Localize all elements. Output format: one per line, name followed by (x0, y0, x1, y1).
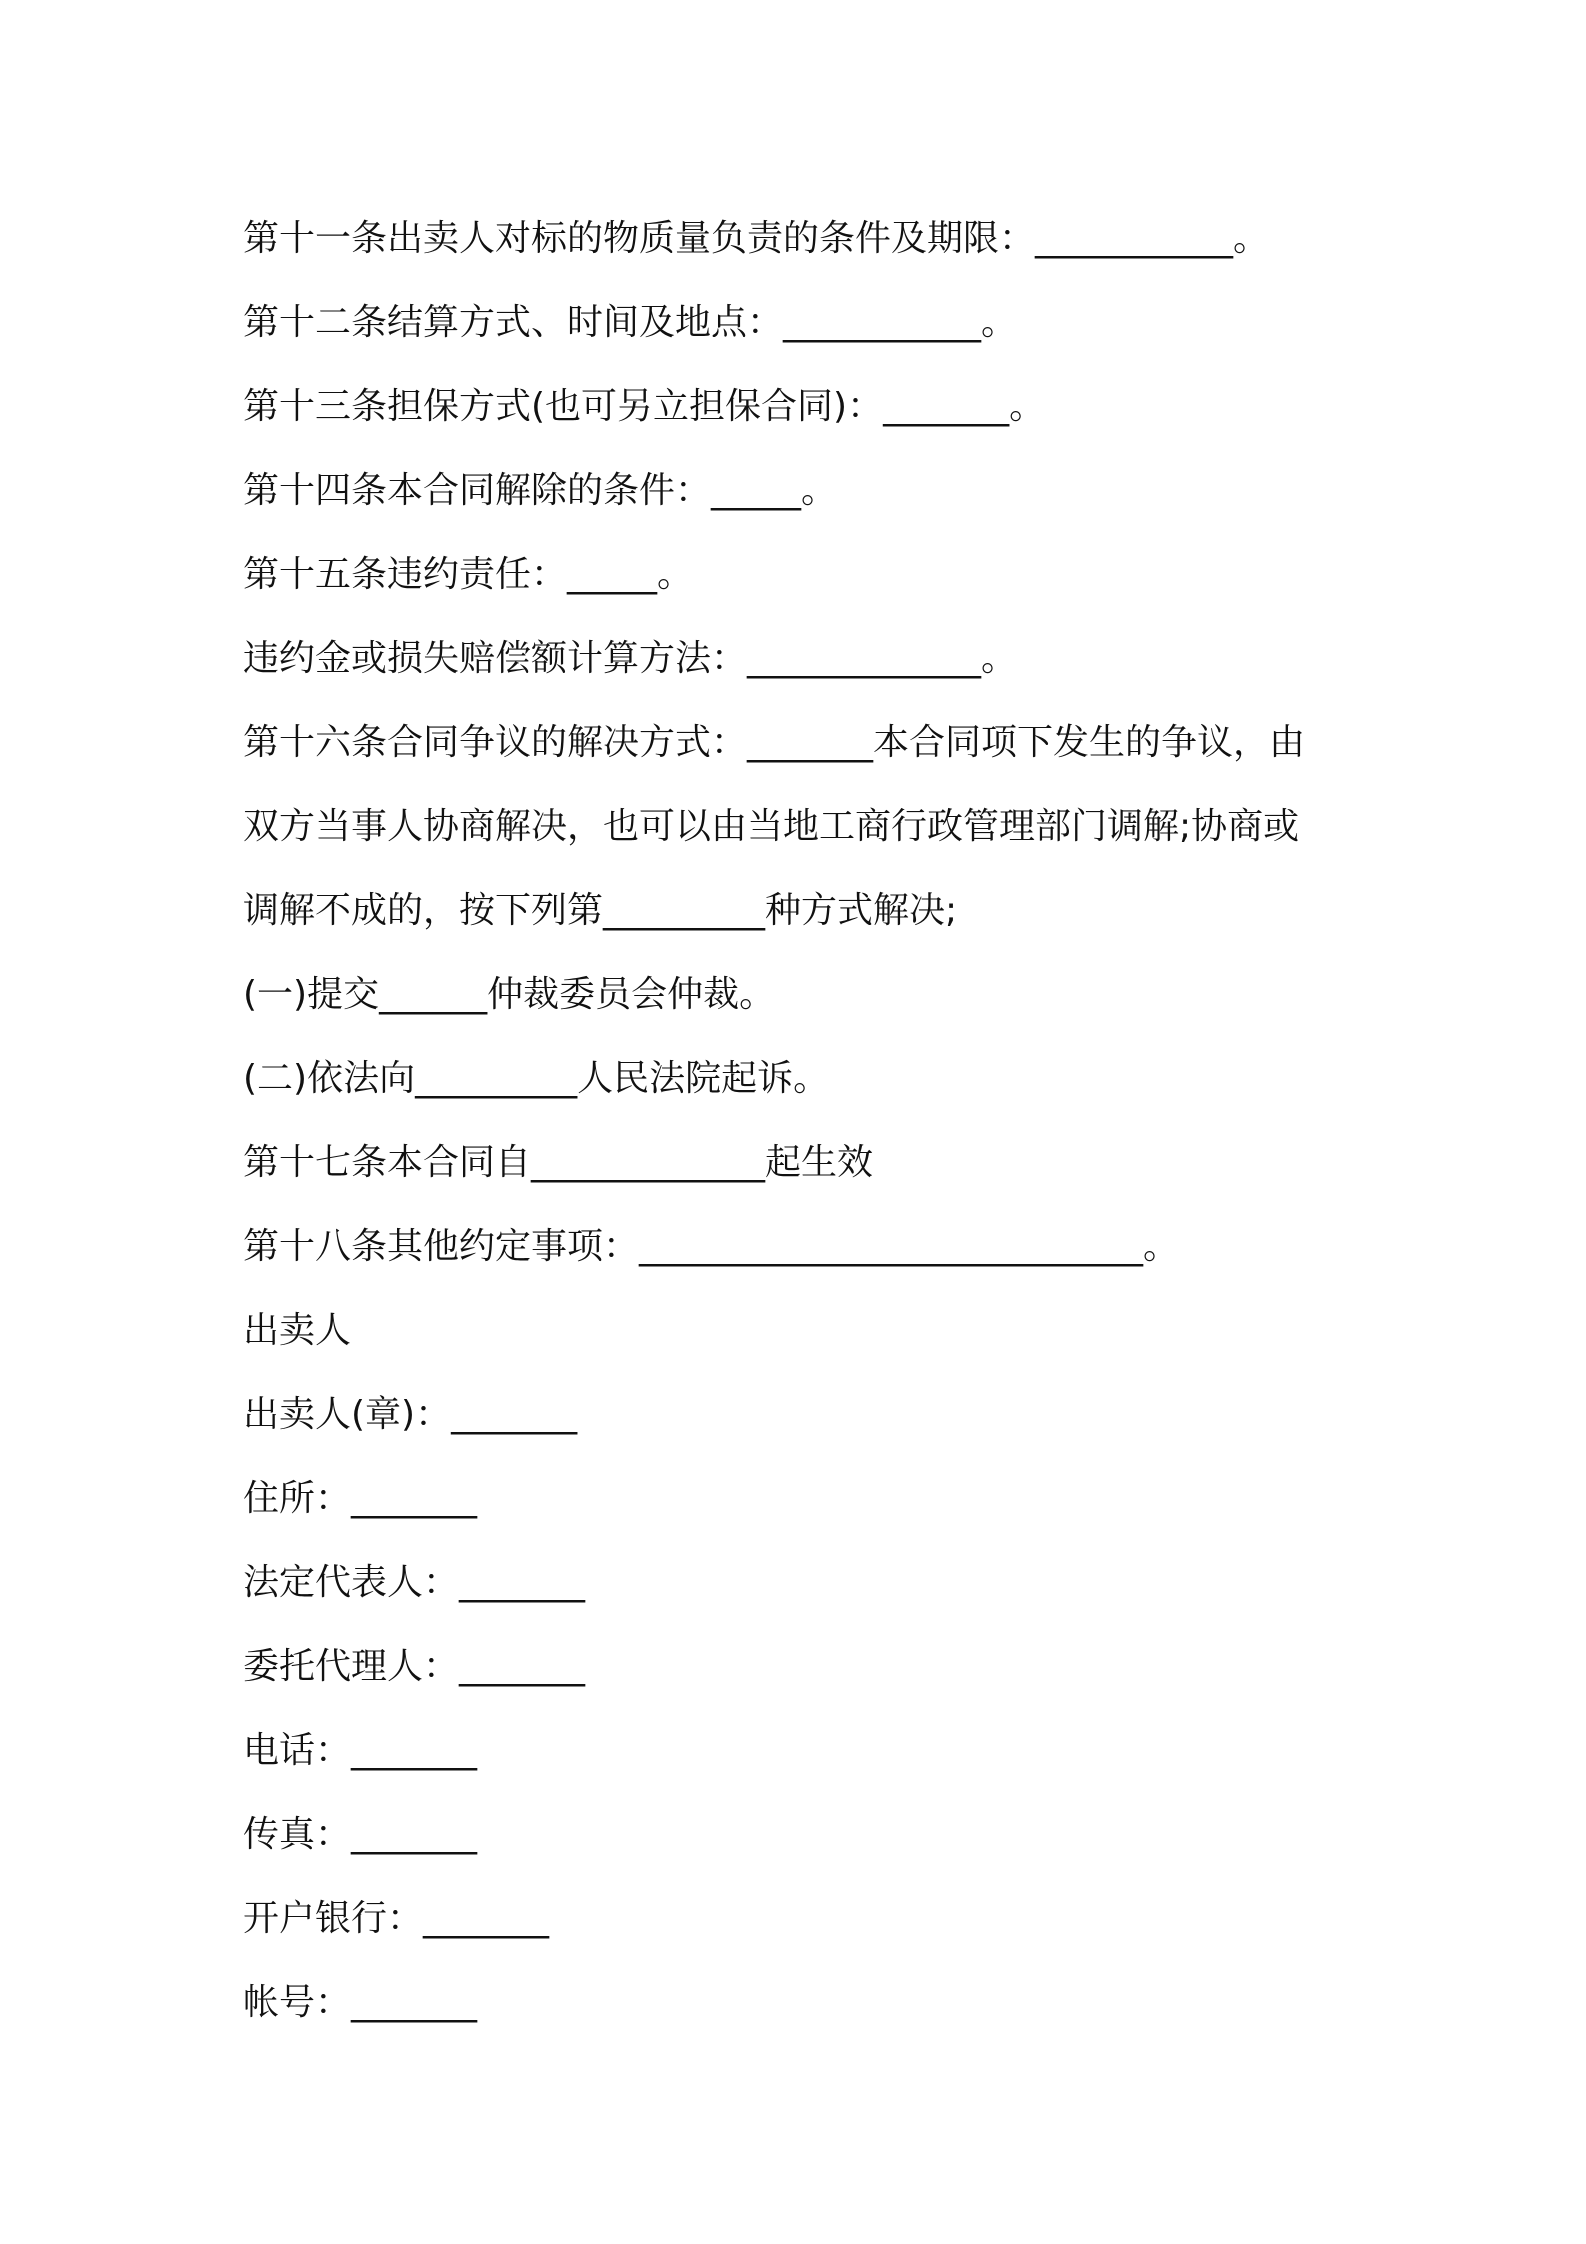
clause-16-dispute-line-3: 调解不成的，按下列第_________种方式解决; (243, 890, 958, 931)
clause-14-termination: 第十四条本合同解除的条件：_____。 (243, 470, 838, 511)
clause-11-quality-liability: 第十一条出卖人对标的物质量负责的条件及期限：___________。 (243, 218, 1270, 259)
clause-16-dispute-line-2: 双方当事人协商解决，也可以由当地工商行政管理部门调解;协商或 (243, 806, 1300, 847)
penalty-calculation: 违约金或损失赔偿额计算方法：_____________。 (243, 638, 1018, 679)
clause-12-settlement: 第十二条结算方式、时间及地点：___________。 (243, 302, 1018, 343)
clause-18-other-matters: 第十八条其他约定事项：____________________________。 (243, 1226, 1180, 1267)
clause-17-effective: 第十七条本合同自_____________起生效 (243, 1142, 874, 1183)
seller-heading: 出卖人 (243, 1310, 352, 1351)
seller-legal-rep-field: 法定代表人：_______ (243, 1562, 586, 1603)
clause-13-guarantee: 第十三条担保方式(也可另立担保合同)：_______。 (243, 386, 1046, 427)
document-body (243, 197, 1373, 2045)
dispute-option-arbitration: (一)提交______仲裁委员会仲裁。 (243, 974, 776, 1015)
dispute-option-litigation: (二)依法向_________人民法院起诉。 (243, 1058, 830, 1099)
seller-fax-field: 传真：_______ (243, 1814, 478, 1855)
seller-agent-field: 委托代理人：_______ (243, 1646, 586, 1687)
seller-bank-field: 开户银行：_______ (243, 1898, 550, 1939)
seller-address-field: 住所：_______ (243, 1478, 478, 1519)
seller-phone-field: 电话：_______ (243, 1730, 478, 1771)
seller-seal-field: 出卖人(章)：_______ (243, 1394, 578, 1435)
seller-account-field: 帐号：_______ (243, 1982, 478, 2023)
clause-15-breach-liability: 第十五条违约责任：_____。 (243, 554, 694, 595)
clause-16-dispute-line-1: 第十六条合同争议的解决方式：_______本合同项下发生的争议，由 (243, 722, 1306, 763)
